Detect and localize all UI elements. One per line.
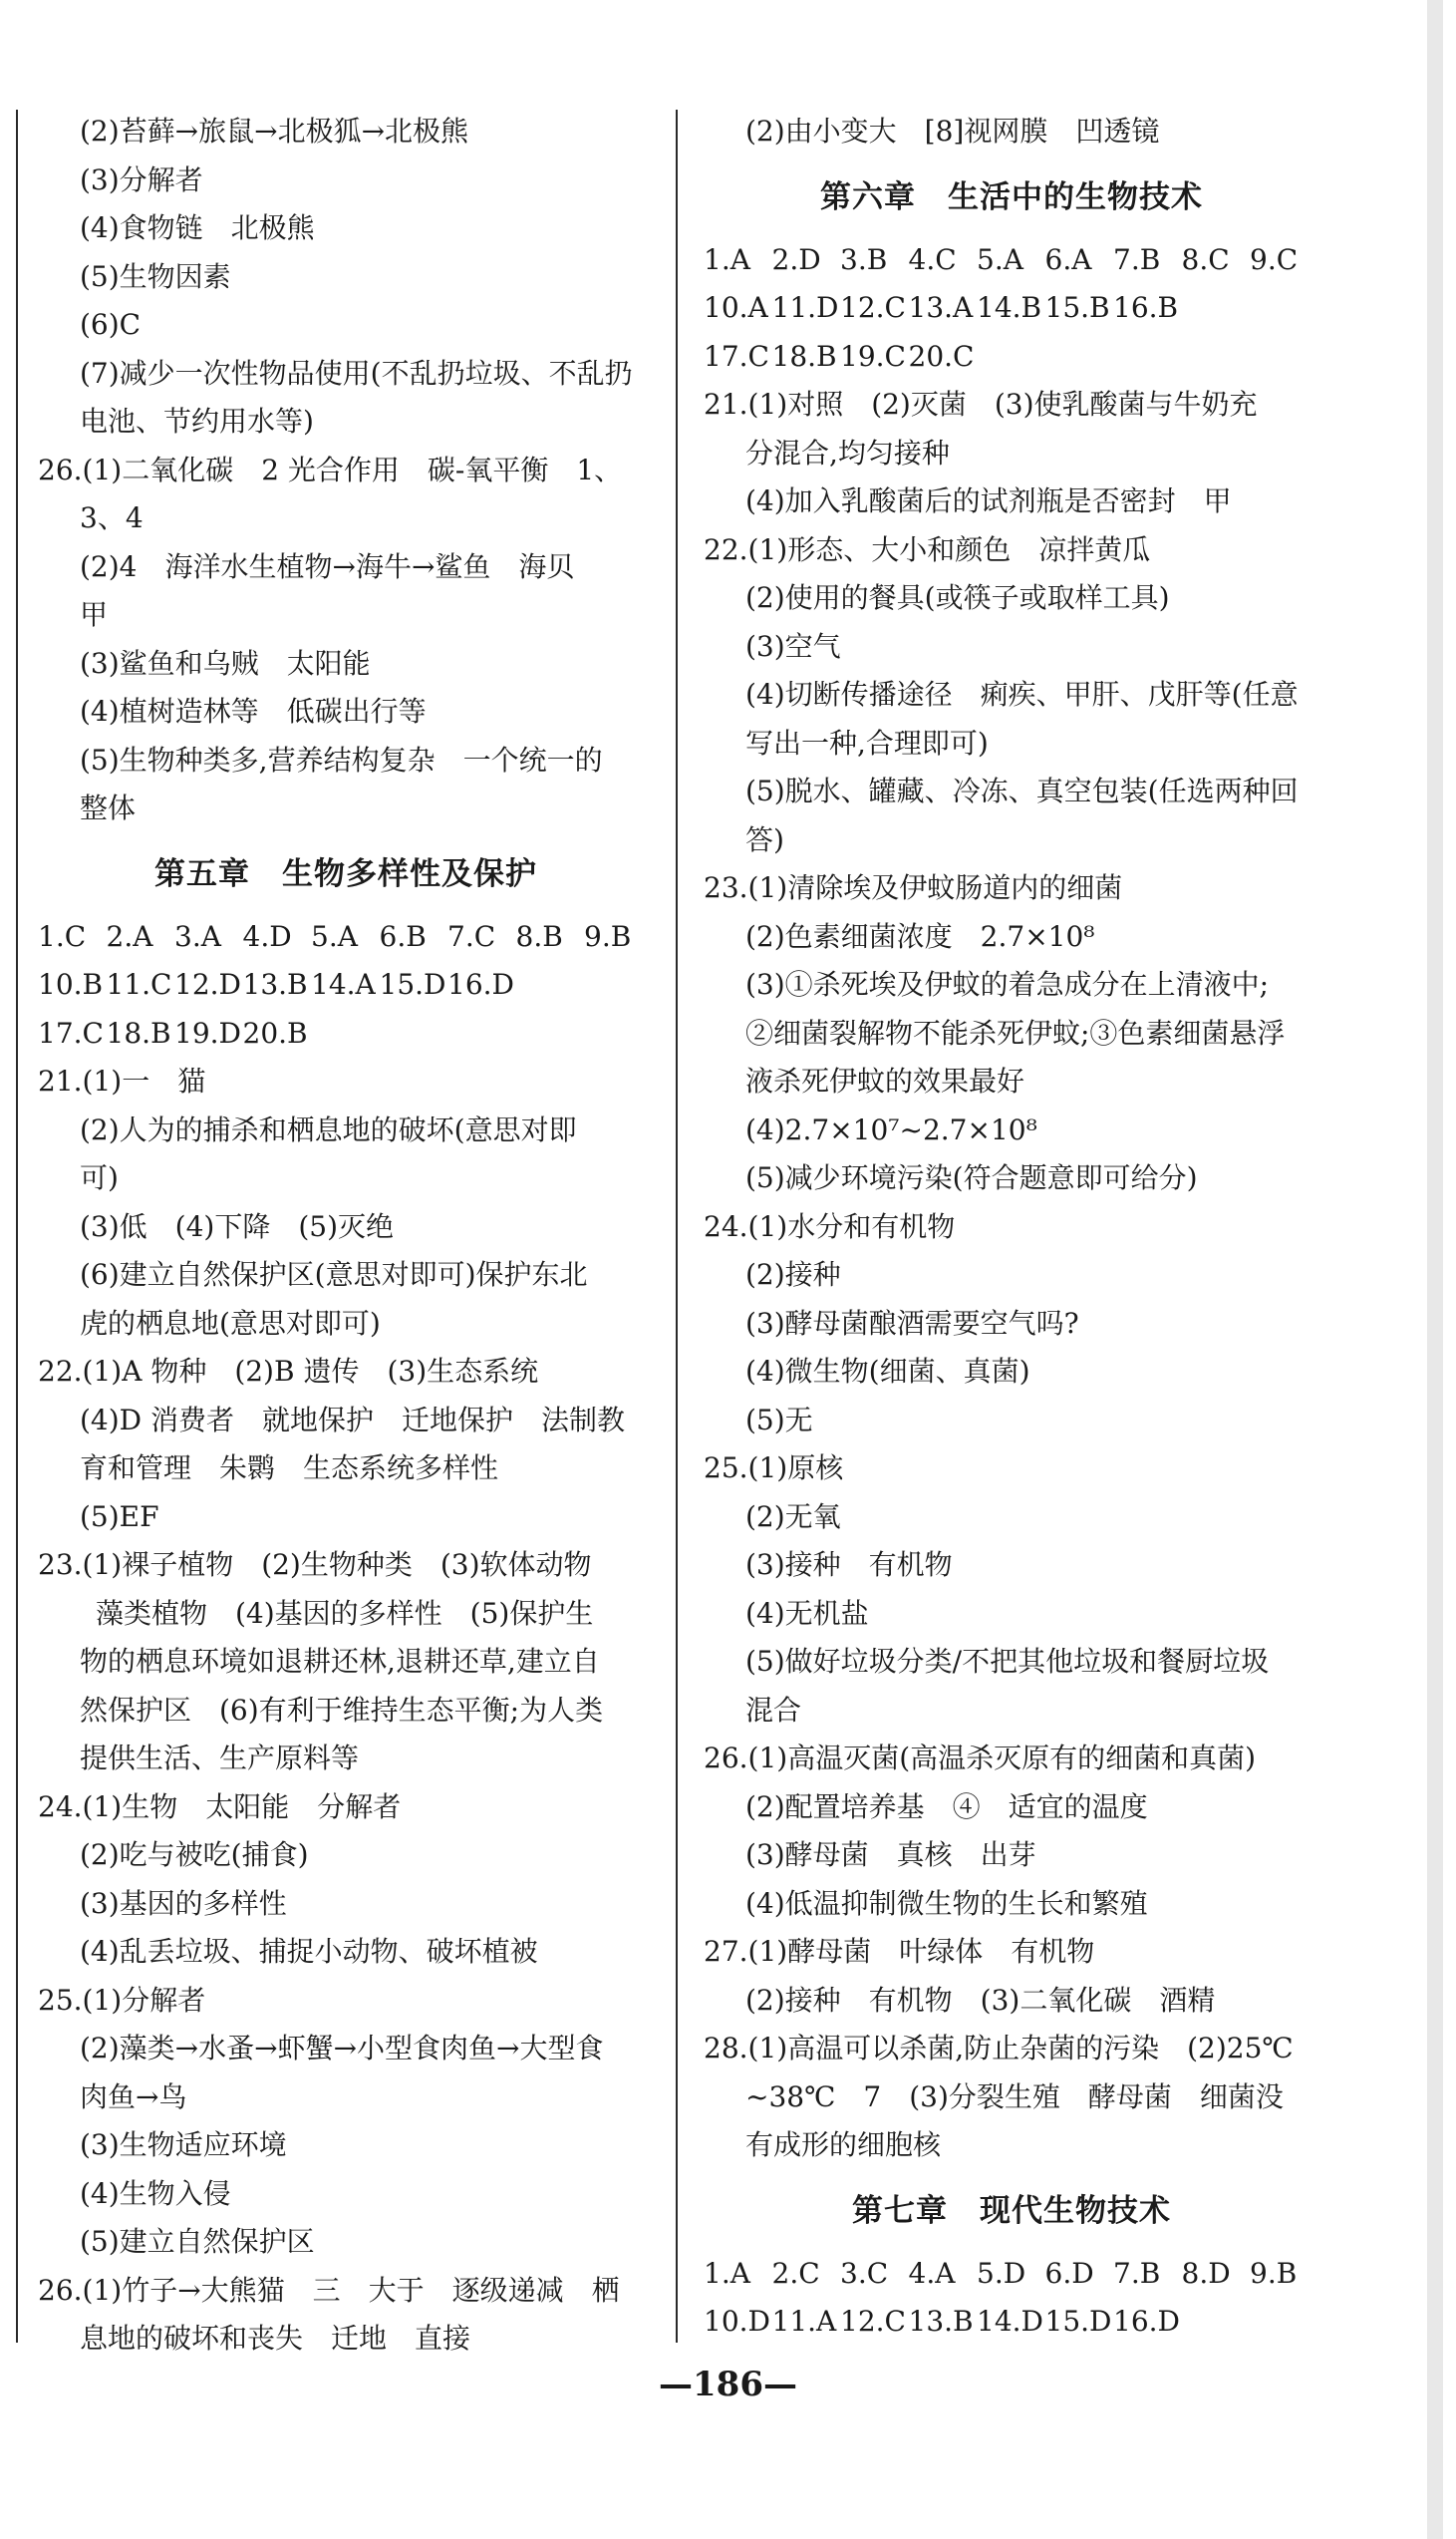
answer-line: (5)脱水、罐藏、冷冻、真空包装(任选两种回 [745,775,1299,807]
answer-line: 息地的破坏和丧失 迁地 直接 [80,2322,471,2355]
answer-line: 可) [80,1161,119,1194]
mc-row [704,236,1319,285]
mc-answer: 13.B [908,2305,974,2338]
answer-line: (2)由小变大 [8]视网膜 凹透镜 [745,115,1160,148]
mc-answer: 14.B [977,291,1042,324]
answer-line: (2)配置培养基 ④ 适宜的温度 [745,1789,1148,1823]
answer-line: 26.(1)二氧化碳 2 光合作用 碳-氧平衡 1、 [38,453,623,486]
mc-answer: 3.B [840,242,888,276]
mc-answer: 3.A [174,919,221,953]
answer-line: 肉鱼→鸟 [80,2079,187,2113]
mc-answer: 6.A [1044,242,1092,276]
mc-answer: 9.B [1250,2256,1298,2290]
answer-line: 21.(1)一 猫 [38,1065,206,1098]
mc-row [704,333,1319,382]
mc-answer: 5.A [977,242,1023,276]
answer-line: (3)空气 [745,629,841,663]
mc-answer: 1.A [704,2256,750,2290]
answer-line: 然保护区 (6)有利于维持生态平衡;为人类 [80,1693,604,1727]
answer-line: (3)低 (4)下降 (5)灭绝 [80,1209,394,1243]
right-column [704,108,1319,2347]
answer-line: 24.(1)水分和有机物 [704,1209,956,1243]
mc-answer: 16.D [447,968,514,1001]
answer-line: 26.(1)高温灭菌(高温杀灭原有的细菌和真菌) [704,1742,1257,1774]
mc-answer: 10.B [38,968,104,1001]
answer-line: (2)4 海洋水生植物→海牛→鲨鱼 海贝 [80,549,575,583]
answer-line: 混合 [745,1693,802,1727]
mc-answer: 18.B [106,1016,171,1050]
ch4-answers-cont [38,108,654,447]
answer-line: (3)鲨鱼和乌贼 太阳能 [80,646,371,680]
answer-line: (4)加入乳酸菌后的试剂瓶是否密封 甲 [745,484,1232,517]
answer-line: (5)减少环境污染(符合题意即可给分) [745,1161,1198,1194]
mc-answer: 18.B [771,339,837,373]
mc-answer: 1.C [38,919,87,953]
answer-line: 提供生活、生产原料等 [80,1742,360,1774]
mc-answer: 6.B [379,919,427,953]
answer-line: 23.(1)裸子植物 (2)生物种类 (3)软体动物 [38,1548,592,1581]
answer-line: (4)无机盐 [745,1596,869,1630]
answer-line: 育和管理 朱鹮 生态系统多样性 [80,1451,499,1484]
mc-answer: 7.B [1113,242,1161,276]
mc-answer: 2.A [106,919,153,953]
mc-answer: 13.B [242,968,308,1001]
answer-line: (4)乱丢垃圾、捕捉小动物、破坏植被 [80,1935,538,1968]
mc-answer: 8.D [1181,2256,1231,2290]
mc-answer: 16.B [1113,291,1179,324]
mc-answer: 20.C [908,339,975,373]
mc-answer: 12.C [840,2305,906,2338]
mc-answer: 17.C [704,339,769,373]
mc-answer: 11.A [771,2305,837,2338]
answer-line: 电池、节约用水等) [80,405,314,438]
mc-row [704,2250,1319,2299]
mc-answer: 9.C [1250,242,1299,276]
answer-line: 24.(1)生物 太阳能 分解者 [38,1789,402,1823]
mc-row [704,284,1319,333]
mc-answer: 4.A [908,2256,956,2290]
mc-answer: 4.C [908,242,957,276]
answer-line: 答) [745,822,784,856]
chapter7-title: 第七章 现代生物技术 [852,2192,1171,2229]
answer-line: 有成形的细胞核 [745,2128,942,2161]
mc-answer: 15.D [1044,2305,1112,2338]
answer-line: (5)无 [745,1403,813,1436]
answer-line: (2)吃与被吃(捕食) [80,1838,309,1871]
answer-line: 整体 [80,792,137,824]
answer-line: 物的栖息环境如退耕还林,退耕还草,建立自 [80,1645,600,1678]
answer-line: 液杀死伊蚊的效果最好 [745,1065,1025,1098]
ch6-multiple-choice [704,236,1319,382]
mc-answer: 11.C [106,968,172,1001]
mc-answer: 4.D [242,919,292,953]
answer-line: (7)减少一次性物品使用(不乱扔垃圾、不乱扔 [80,356,633,390]
mc-answer: 14.A [311,968,376,1001]
mc-answer: 10.A [704,291,768,324]
mc-answer: 5.D [977,2256,1026,2290]
mc-answer: 5.A [311,919,358,953]
answer-line: 22.(1)A 物种 (2)B 遗传 (3)生态系统 [38,1355,539,1388]
mc-answer: 2.D [771,242,821,276]
answer-line: (2)人为的捕杀和栖息地的破坏(意思对即 [80,1112,577,1146]
answer-line: 3、4 [80,501,144,534]
answer-line: ②细菌裂解物不能杀死伊蚊;③色素细菌悬浮 [745,1016,1286,1050]
answer-line: (4)D 消费者 就地保护 迁地保护 法制教 [80,1403,626,1436]
answer-line: (5)生物因素 [80,259,231,293]
chapter5-title: 第五章 生物多样性及保护 [154,855,537,892]
answer-line: (4)微生物(细菌、真菌) [745,1355,1030,1388]
mc-answer: 15.D [379,968,446,1001]
ch4-q26 [38,447,654,833]
mc-answer: 17.C [38,1016,104,1050]
mc-answer: 16.D [1113,2305,1180,2338]
ch5-multiple-choice [38,913,654,1059]
answer-line: (6)建立自然保护区(意思对即可)保护东北 [80,1258,588,1291]
answer-line: (3)酵母菌酿酒需要空气吗? [745,1306,1079,1340]
answer-line: (5)建立自然保护区 [80,2225,315,2258]
mc-row [38,961,654,1010]
answer-line: 写出一种,合理即可) [745,726,989,760]
answer-line: (3)接种 有机物 [745,1548,953,1581]
mc-answer: 12.C [840,291,906,324]
answer-line: (5)生物种类多,营养结构复杂 一个统一的 [80,743,603,777]
answer-line: (2)接种 有机物 (3)二氧化碳 酒精 [745,1983,1216,2017]
answer-line: ~38℃ 7 (3)分裂生殖 酵母菌 细菌没 [745,2079,1284,2113]
mc-answer: 8.B [515,919,563,953]
page-edge-shadow [1427,0,1443,2539]
mc-row [38,913,654,962]
answer-line: (3)生物适应环境 [80,2128,287,2161]
answer-line: (2)无氧 [745,1499,841,1533]
mc-answer: 6.D [1044,2256,1094,2290]
answer-line: 28.(1)高温可以杀菌,防止杂菌的污染 (2)25℃ [704,2032,1294,2064]
mc-answer: 19.C [840,339,906,373]
answer-line: (4)生物入侵 [80,2176,231,2210]
chapter6-title: 第六章 生活中的生物技术 [820,178,1203,215]
answer-line: (4)植树造林等 低碳出行等 [80,695,427,728]
answer-line: 甲 [80,598,109,631]
answer-line: (4)低温抑制微生物的生长和繁殖 [745,1886,1148,1920]
mc-answer: 1.A [704,242,750,276]
mc-answer: 7.B [1113,2256,1161,2290]
left-column [38,108,654,2364]
answer-line: 25.(1)原核 [704,1451,844,1484]
mc-answer: 8.C [1181,242,1230,276]
mc-answer: 20.B [242,1016,308,1050]
left-rule [16,110,18,2343]
answer-line: (3)酵母菌 真核 出芽 [745,1838,1036,1871]
mc-answer: 19.D [174,1016,241,1050]
answer-line: (2)藻类→水蚤→虾蟹→小型食肉鱼→大型食 [80,2032,604,2064]
mc-answer: 11.D [771,291,839,324]
mc-answer: 7.C [447,919,496,953]
mc-answer: 2.C [771,2256,820,2290]
mc-answer: 15.B [1044,291,1110,324]
answer-line: 23.(1)清除埃及伊蚊肠道内的细菌 [704,871,1123,904]
answer-line: (4)食物链 北极熊 [80,211,315,244]
mc-row [704,2298,1319,2347]
answer-line: 27.(1)酵母菌 叶绿体 有机物 [704,1935,1095,1968]
answer-line: (6)C [80,308,142,341]
answer-line: 21.(1)对照 (2)灭菌 (3)使乳酸菌与牛奶充 [704,388,1258,421]
answer-line: (2)苔藓→旅鼠→北极狐→北极熊 [80,115,469,148]
answer-line: (2)接种 [745,1258,841,1291]
answer-line: 分混合,均匀接种 [745,436,950,470]
page-number: —186— [659,2365,797,2404]
ch7-multiple-choice [704,2250,1319,2347]
answer-line: (2)色素细菌浓度 2.7×10⁸ [745,919,1095,953]
answer-line: 藻类植物 (4)基因的多样性 (5)保护生 [96,1596,594,1630]
answer-line: (4)2.7×10⁷~2.7×10⁸ [745,1112,1037,1146]
answer-line: 26.(1)竹子→大熊猫 三 大于 逐级递减 栖 [38,2273,620,2307]
mc-row [38,1010,654,1059]
mc-answer: 9.B [584,919,632,953]
answer-line: 虎的栖息地(意思对即可) [80,1306,381,1340]
mc-answer: 13.A [908,291,974,324]
answer-line: (2)使用的餐具(或筷子或取样工具) [745,581,1170,614]
center-rule [676,110,678,2343]
mc-answer: 12.D [174,968,241,1001]
mc-answer: 14.D [977,2305,1043,2338]
answer-line: (3)分解者 [80,162,203,196]
answer-line: 25.(1)分解者 [38,1983,206,2017]
mc-answer: 10.D [704,2305,770,2338]
answer-line: 22.(1)形态、大小和颜色 凉拌黄瓜 [704,532,1151,566]
answer-line: (4)切断传播途径 痢疾、甲肝、戊肝等(任意 [745,678,1299,711]
answer-line: (3)基因的多样性 [80,1886,287,1920]
answer-line: (3)①杀死埃及伊蚊的着急成分在上清液中; [745,968,1270,1001]
answer-line: (5)EF [80,1499,159,1533]
mc-answer: 3.C [840,2256,889,2290]
ch5-answers [38,1058,654,2364]
answer-line: (5)做好垃圾分类/不把其他垃圾和餐厨垃圾 [745,1645,1270,1678]
ch6-answers [704,381,1319,2170]
